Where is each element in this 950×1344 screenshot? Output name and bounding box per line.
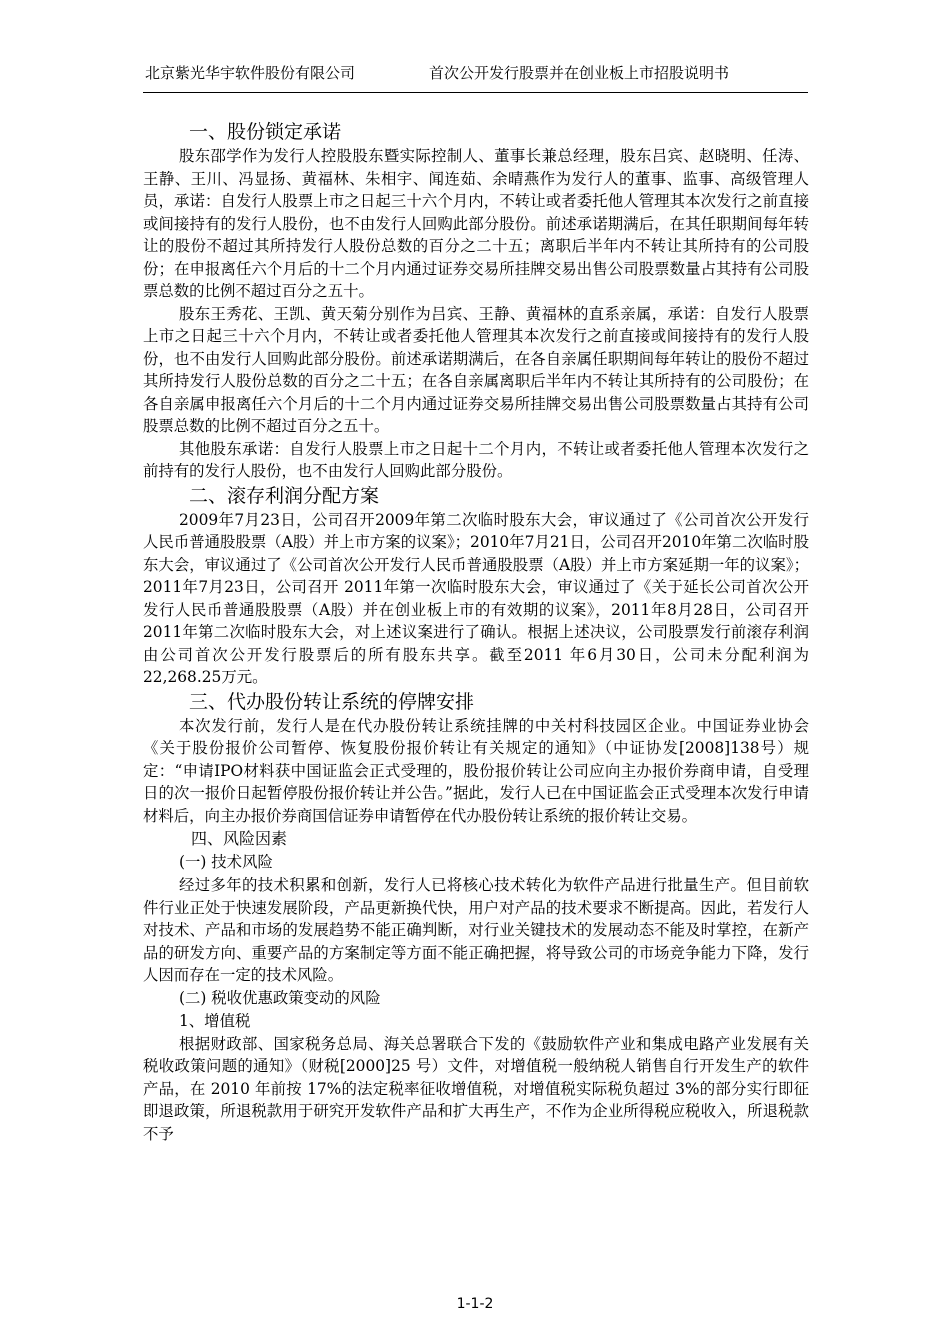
subsection-title-tax-risk: (二) 税收优惠政策变动的风险 <box>179 988 381 1007</box>
page-header <box>143 60 808 93</box>
company-name: 北京紫光华宇软件股份有限公司 <box>145 64 356 82</box>
document-title: 首次公开发行股票并在创业板上市招股说明书 <box>429 64 730 82</box>
paragraph: 股东王秀花、王凯、黄天菊分别作为吕宾、王静、黄福林的直系亲属，承诺：自发行人股票上市之日起三十六个月内，不转让或者委托他人管理其本次发行之前直接或间接持有的发行人股份，也不由发行人回购此部分股份。前述承诺期满后，在各自亲属任职期间每年转让的股份不超过其所持发行人股份总数的百分之二十五；在各自亲属离职后半年内不转让其所持有的公司股份；在各自亲属申报离任六个月后的十二个月内通过证券交易所挂牌交易出售公司股票数量占其持有公司股票总数的比例不超过百分之五十。 <box>143 304 809 435</box>
paragraph: 其他股东承诺：自发行人股票上市之日起十二个月内，不转让或者委托他人管理本次发行之前持有的发行人股份，也不由发行人回购此部分股份。 <box>143 439 809 480</box>
paragraph: 2009年7月23日，公司召开2009年第二次临时股东大会，审议通过了《公司首次公开发行人民币普通股股票（A股）并上市方案的议案》；2010年7月21日，公司召开2010年第二次临时股东大会，审议通过了《公司首次公开发行人民币普通股股票（A股）并上市方案延期一年的议案》；2011年7月23日，公司召开 2011年第一次临时股东大会，审议通过了《关于延长公司首次公开发行人民币普通股股票（A股）并在创业板上市的有效期的议案》，2011年8月28日，公司召开2011年第二次临时股东大会，对上述议案进行了确认。根据上述决议，公司股票发行前滚存利润由公司首次公开发行股票后的所有股东共享。截至2011 年6月30日，公司未分配利润为22,268.25万元。 <box>143 510 809 686</box>
section-title-lockup: 一、股份锁定承诺 <box>189 121 342 143</box>
paragraph: 股东邵学作为发行人控股股东暨实际控制人、董事长兼总经理，股东吕宾、赵晓明、任涛、王静、王川、冯显扬、黄福林、朱相宇、闻连茹、余晴燕作为发行人的董事、监事、高级管理人员，承诺：自发行人股票上市之日起三十六个月内，不转让或者委托他人管理其本次发行之前直接或间接持有的发行人股份，也不由发行人回购此部分股份。前述承诺期满后，在其任职期间每年转让的股份不超过其所持发行人股份总数的百分之二十五；离职后半年内不转让其所持有的公司股份；在申报离任六个月后的十二个月内通过证券交易所挂牌交易出售公司股票数量占其持有公司股票总数的比例不超过百分之五十。 <box>143 147 809 300</box>
section-title-risk-factors: 四、风险因素 <box>191 829 288 848</box>
paragraph: 本次发行前，发行人是在代办股份转让系统挂牌的中关村科技园区企业。中国证券业协会《关于股份报价公司暂停、恢复股份报价转让有关规定的通知》（中证协发[2008]138号）规定：“申请IPO材料获中国证监会正式受理的，股份报价转让公司应向主办报价券商申请，自受理日的次一报价日起暂停股份报价转让并公告。”据此，发行人已在中国证监会正式受理本次发行申请材料后，向主办报价券商国信证券申请暂停在代办股份转让系统的报价转让交易。 <box>143 716 809 825</box>
list-item-vat: 1、增值税 <box>179 1011 251 1030</box>
subsection-title-tech-risk: (一) 技术风险 <box>179 853 273 871</box>
document-body <box>143 119 809 1145</box>
page-number: 1-1-2 <box>456 1296 494 1312</box>
paragraph: 经过多年的技术积累和创新，发行人已将核心技术转化为软件产品进行批量生产。但目前软件行业正处于快速发展阶段，产品更新换代快，用户对产品的技术要求不断提高。因此，若发行人对技术、产品和市场的发展趋势不能正确判断，对行业关键技术的发展动态不能及时掌控，在新产品的研发方向、重要产品的方案制定等方面不能正确把握，将导致公司的市场竞争能力下降，发行人因而存在一定的技术风险。 <box>143 876 809 984</box>
section-title-profit-distribution: 二、滚存利润分配方案 <box>189 484 380 507</box>
section-title-suspension: 三、代办股份转让系统的停牌安排 <box>189 690 475 713</box>
paragraph: 根据财政部、国家税务总局、海关总署联合下发的《鼓励软件产业和集成电路产业发展有关税收政策问题的通知》（财税[2000]25 号）文件，对增值税一般纳税人销售自行开发生产的软件产品，在 2010 年前按 17%的法定税率征收增值税，对增值税实际税负超过 3%的部分实行即征即退政策，所退税款用于研究开发软件产品和扩大再生产，不作为企业所得税应税收入，所退税款不予 <box>143 1034 809 1143</box>
